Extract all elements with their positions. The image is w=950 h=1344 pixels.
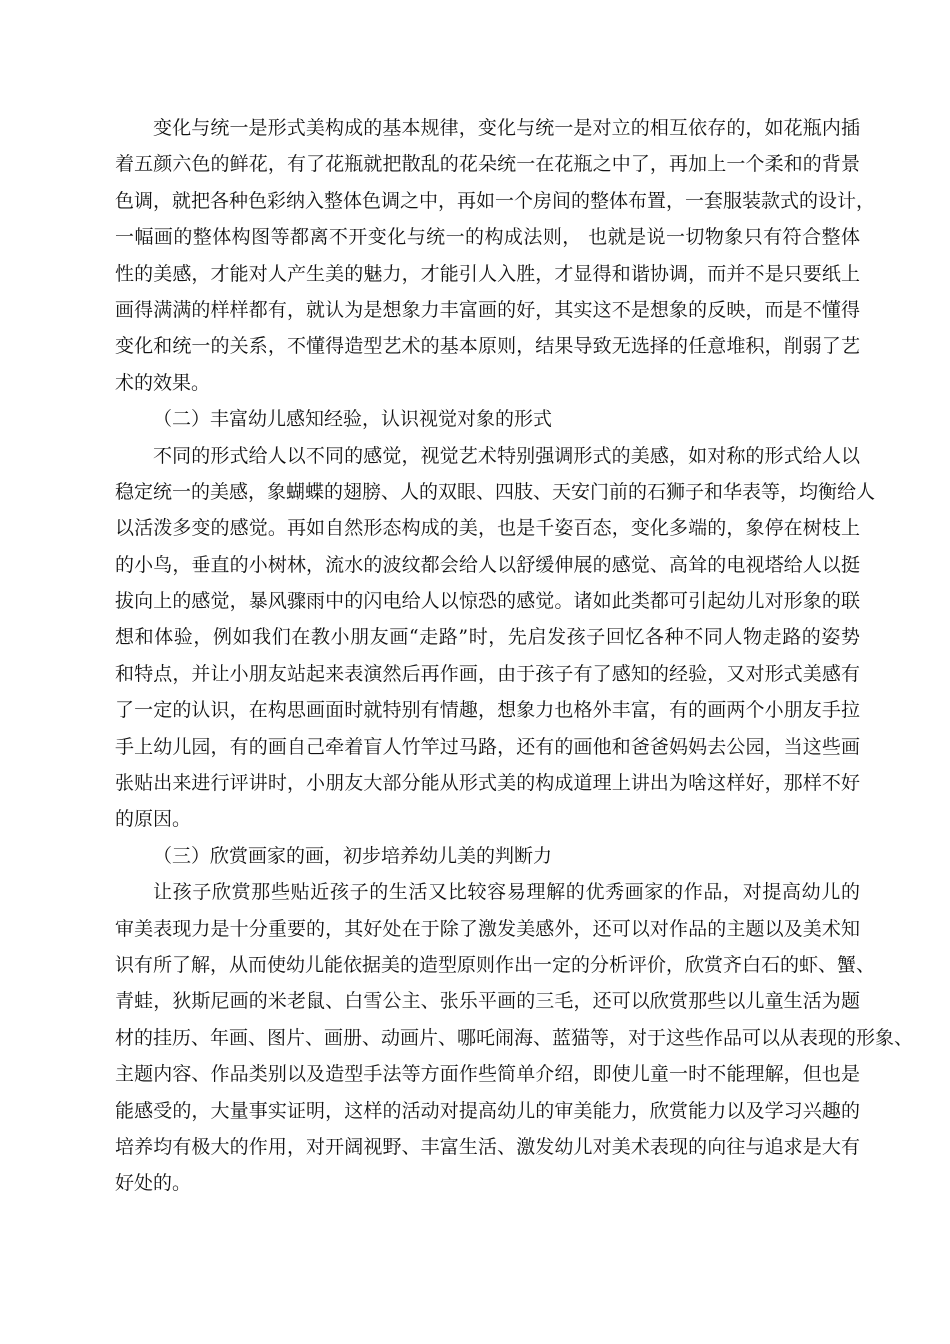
text-line: 想和体验，例如我们在教小朋友画“走路”时，先启发孩子回忆各种不同人物走路的姿势 [115,626,860,649]
paragraph [115,110,876,401]
document-body [115,110,914,1202]
section-heading [115,401,860,437]
section-heading [115,838,860,874]
text-line: 张贴出来进行评讲时，小朋友大部分能从形式美的构成道理上讲出为啥这样好，那样不好 [115,772,860,795]
text-line: 识有所了解，从而使幼儿能依据美的造型原则作出一定的分析评价，欣赏齐白石的虾、蟹、 [115,953,876,976]
text-line: 着五颜六色的鲜花，有了花瓶就把散乱的花朵统一在花瓶之中了，再加上一个柔和的背景 [115,153,860,176]
text-line: 材的挂历、年画、图片、画册、动画片、哪吒闹海、蓝猫等，对于这些作品可以从表现的形象、 [115,1026,914,1049]
text-line: 和特点，并让小朋友站起来表演然后再作画，由于孩子有了感知的经验，又对形式美感有 [115,662,860,685]
text-line: 以活泼多变的感觉。再如自然形态构成的美，也是千姿百态，变化多端的，象停在树枝上 [115,517,860,540]
text-line: 稳定统一的美感，象蝴蝶的翅膀、人的双眼、四肢、天安门前的石狮子和华表等，均衡给人 [115,480,876,503]
text-line: 一幅画的整体构图等都离不开变化与统一的构成法则， 也就是说一切物象只有符合整体 [115,226,860,249]
text-line: 的小鸟，垂直的小树林，流水的波纹都会给人以舒缓伸展的感觉、高耸的电视塔给人以挺 [115,553,860,576]
heading-text: （三）欣赏画家的画，初步培养幼儿美的判断力 [153,844,553,867]
text-line: 变化和统一的关系，不懂得造型艺术的基本原则，结果导致无选择的任意堆积，削弱了艺 [115,335,860,358]
text-line: 的原因。 [115,808,192,831]
text-line: 画得满满的样样都有，就认为是想象力丰富画的好，其实这不是想象的反映，而是不懂得 [115,298,860,321]
text-line: 培养均有极大的作用，对开阔视野、丰富生活、激发幼儿对美术表现的向往与追求是大有 [115,1135,860,1158]
text-line: 青蛙，狄斯尼画的米老鼠、白雪公主、张乐平画的三毛，还可以欣赏那些以儿童生活为题 [115,990,860,1013]
text-line: 术的效果。 [115,371,211,394]
text-line: 变化与统一是形式美构成的基本规律，变化与统一是对立的相互依存的，如花瓶内插 [153,117,860,139]
paragraph [115,438,876,838]
text-line: 手上幼儿园，有的画自己牵着盲人竹竿过马路，还有的画他和爸爸妈妈去公园，当这些画 [115,735,860,758]
text-line: 审美表现力是十分重要的，其好处在于除了激发美感外，还可以对作品的主题以及美术知 [115,917,860,940]
text-line: 了一定的认识，在构思画面时就特别有情趣，想象力也格外丰富，有的画两个小朋友手拉 [115,699,860,722]
heading-text: （二）丰富幼儿感知经验，认识视觉对象的形式 [153,408,553,431]
paragraph [115,874,914,1202]
text-line: 性的美感，才能对人产生美的魅力，才能引人入胜，才显得和谐协调，而并不是只要纸上 [115,262,860,285]
text-line: 能感受的，大量事实证明，这样的活动对提高幼儿的审美能力，欣赏能力以及学习兴趣的 [115,1099,860,1122]
text-line: 不同的形式给人以不同的感觉，视觉艺术特别强调形式的美感，如对称的形式给人以 [153,444,860,467]
text-line: 主题内容、作品类别以及造型手法等方面作些简单介绍，即使儿童一时不能理解，但也是 [115,1063,860,1086]
text-line: 色调，就把各种色彩纳入整体色调之中，再如一个房间的整体布置，一套服装款式的设计， [115,189,876,212]
text-line: 让孩子欣赏那些贴近孩子的生活又比较容易理解的优秀画家的作品，对提高幼儿的 [153,881,860,904]
text-line: 拔向上的感觉，暴风骤雨中的闪电给人以惊恐的感觉。诸如此类都可引起幼儿对形象的联 [115,590,860,613]
text-line: 好处的。 [115,1172,192,1195]
